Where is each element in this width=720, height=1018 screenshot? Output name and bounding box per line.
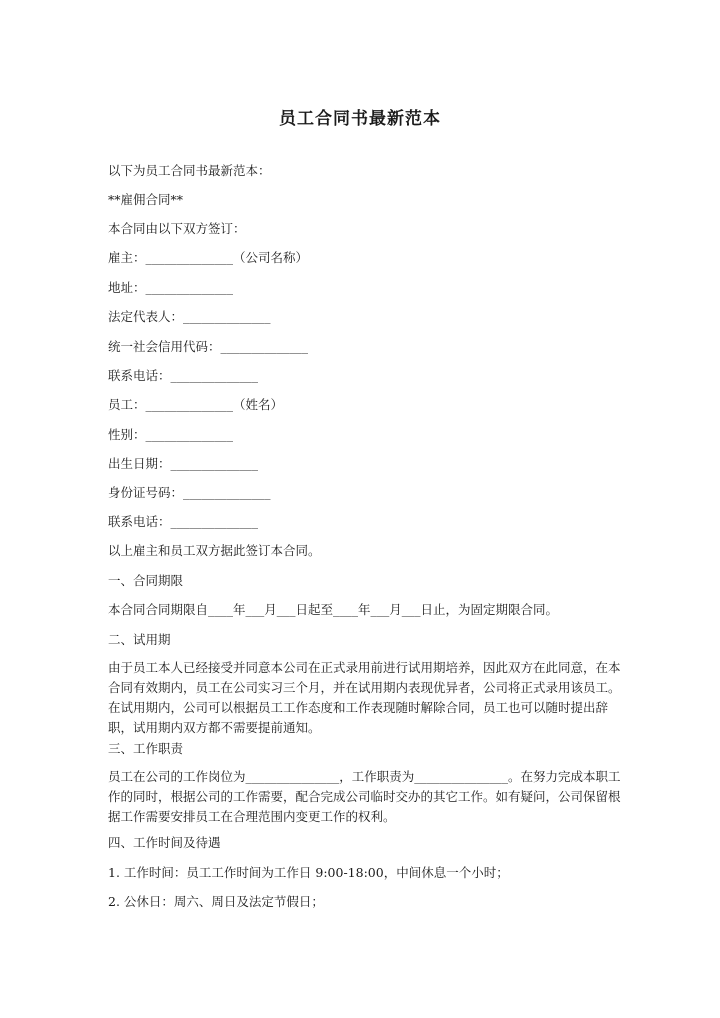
- hours-item-1: 1. 工作时间：员工工作时间为工作日 9:00-18:00，中间休息一个小时；: [108, 865, 509, 880]
- probation-heading: 二、试用期: [108, 632, 171, 647]
- agreement-line: 以上雇主和员工双方据此签订本合同。: [108, 543, 321, 558]
- employer-credit-code-line: 统一社会信用代码：______________: [108, 339, 309, 354]
- contract-heading: **雇佣合同**: [108, 192, 184, 207]
- employer-phone-line: 联系电话：______________: [108, 368, 259, 383]
- hours-heading: 四、工作时间及待遇: [108, 835, 221, 850]
- term-heading: 一、合同期限: [108, 573, 184, 588]
- duties-text: 员工在公司的工作岗位为_______________，工作职责为_______________。在努力完成本职工作的同时，根据公司的工作需要，配合完成公司临时交办的其它工作。如有疑问，公司保留根据工作需要安排员工在合理范围内变更工作的权利。: [108, 769, 621, 824]
- employee-id-line: 身份证号码：______________: [108, 485, 271, 500]
- employee-birth-line: 出生日期：______________: [108, 456, 259, 471]
- probation-text: 由于员工本人已经接受并同意本公司在正式录用前进行试用期培养，因此双方在此同意，在本合同有效期内，员工在公司实习三个月，并在试用期内表现优异者，公司将正式录用该员工。在试用期内，公司可以根据员工工作态度和工作表现随时解除合同，员工也可以随时提出辞职，试用期内双方都不需要提前通知。: [108, 660, 621, 735]
- employee-gender-line: 性别：______________: [108, 427, 234, 442]
- document-title: 员工合同书最新范本: [279, 109, 441, 129]
- intro-line: 以下为员工合同书最新范本：: [108, 163, 271, 178]
- hours-item-2: 2. 公休日：周六、周日及法定节假日；: [108, 894, 324, 909]
- parties-intro: 本合同由以下双方签订：: [108, 221, 246, 236]
- employee-phone-line: 联系电话：______________: [108, 514, 259, 529]
- duties-heading: 三、工作职责: [108, 741, 184, 756]
- employer-name-line: 雇主：______________（公司名称）: [108, 250, 309, 265]
- employer-legal-rep-line: 法定代表人：______________: [108, 309, 271, 324]
- term-text: 本合同合同期限自____年___月___日起至____年___月___日止，为固定期限合同。: [108, 602, 559, 617]
- employee-name-line: 员工：______________（姓名）: [108, 397, 284, 412]
- employer-address-line: 地址：______________: [108, 280, 234, 295]
